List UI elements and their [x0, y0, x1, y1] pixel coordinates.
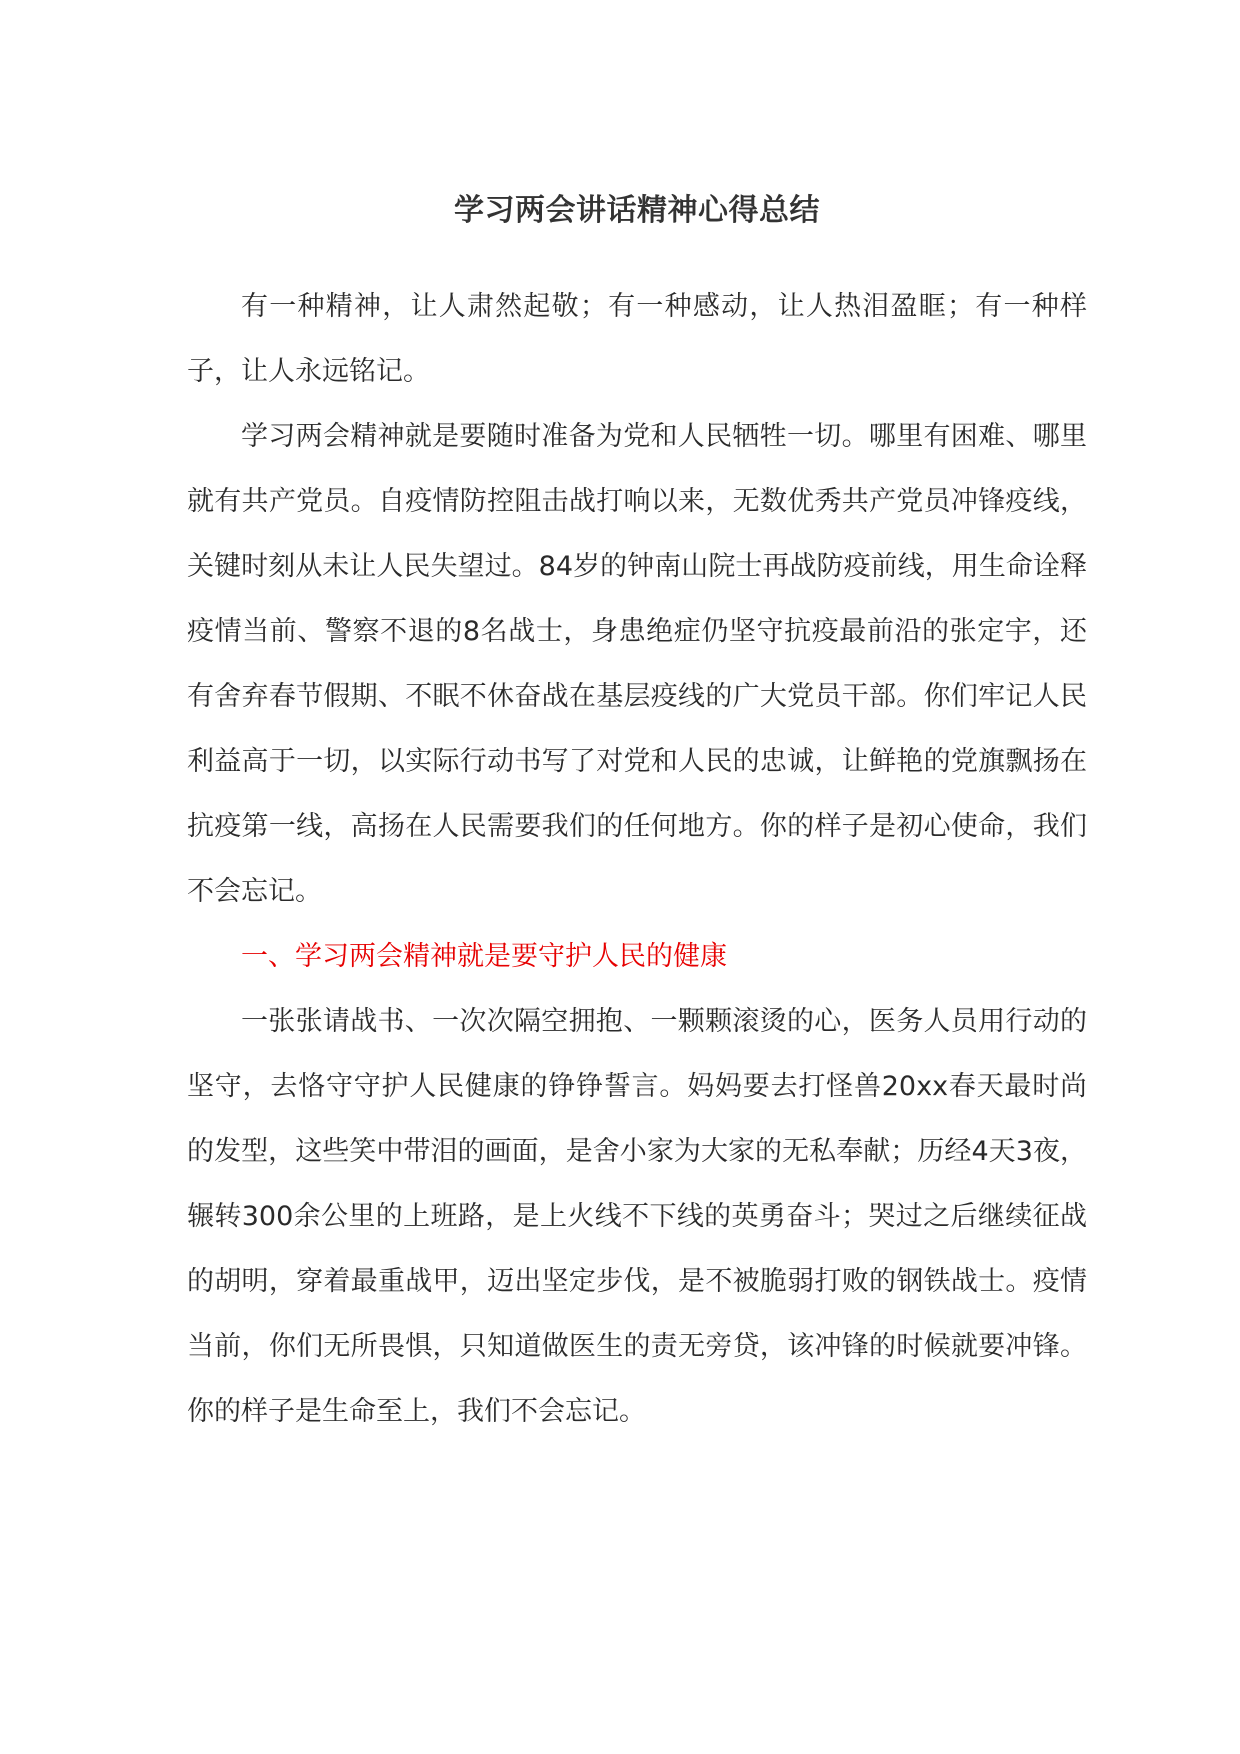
- section-heading-health: 一、学习两会精神就是要守护人民的健康: [241, 941, 727, 972]
- document-page: [187, 193, 1087, 1444]
- paragraph-medical-workers: 一张张请战书、一次次隔空拥抱、一颗颗滚烫的心，医务人员用行动的坚守，去恪守守护人民健康的铮铮誓言。妈妈要去打怪兽20xx春天最时尚的发型，这些笑中带泪的画面，是舍小家为大家的无私奉献；历经4天3夜，辗转300余公里的上班路，是上火线不下线的英勇奋斗；哭过之后继续征战的胡明，穿着最重战甲，迈出坚定步伐，是不被脆弱打败的钢铁战士。疫情当前，你们无所畏惧，只知道做医生的责无旁贷，该冲锋的时候就要冲锋。你的样子是生命至上，我们不会忘记。: [187, 1006, 1087, 1427]
- paragraph-intro: 有一种精神，让人肃然起敬；有一种感动，让人热泪盈眶；有一种样子，让人永远铭记。: [187, 291, 1087, 387]
- paragraph-party-members: 学习两会精神就是要随时准备为党和人民牺牲一切。哪里有困难、哪里就有共产党员。自疫情防控阻击战打响以来，无数优秀共产党员冲锋疫线，关键时刻从未让人民失望过。84岁的钟南山院士再战防疫前线，用生命诠释疫情当前、警察不退的8名战士，身患绝症仍坚守抗疫最前沿的张定宇，还有舍弃春节假期、不眠不休奋战在基层疫线的广大党员干部。你们牢记人民利益高于一切，以实际行动书写了对党和人民的忠诚，让鲜艳的党旗飘扬在抗疫第一线，高扬在人民需要我们的任何地方。你的样子是初心使命，我们不会忘记。: [187, 421, 1087, 907]
- document-title: 学习两会讲话精神心得总结: [454, 193, 820, 228]
